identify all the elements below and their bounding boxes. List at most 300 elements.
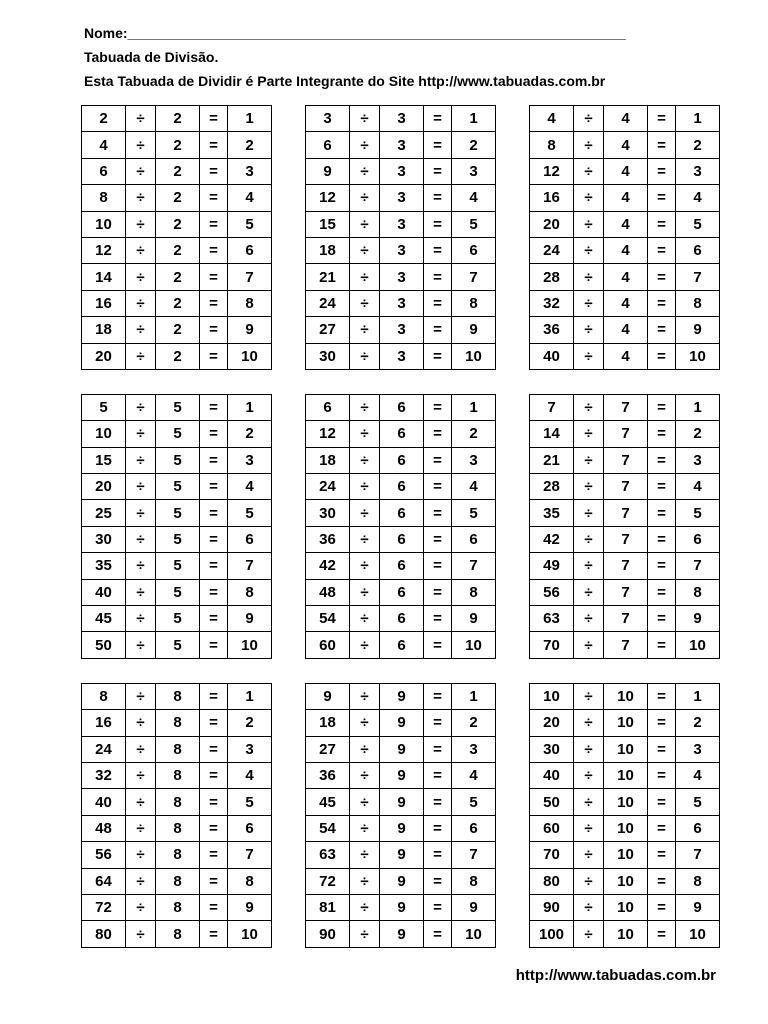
divisor-cell: 7 [604, 447, 648, 473]
table-row [306, 553, 496, 579]
divisor-cell: 9 [380, 894, 424, 920]
table-row [306, 447, 496, 473]
divide-sign: ÷ [574, 842, 604, 868]
equals-sign: = [648, 500, 676, 526]
divide-sign: ÷ [574, 553, 604, 579]
table-row [306, 921, 496, 947]
divisor-cell: 8 [156, 842, 200, 868]
table-row [82, 789, 272, 815]
dividend-cell: 100 [530, 921, 574, 947]
dividend-cell: 70 [530, 842, 574, 868]
table-row [306, 683, 496, 709]
divide-sign: ÷ [350, 317, 380, 343]
equals-sign: = [200, 474, 228, 500]
dividend-cell: 90 [306, 921, 350, 947]
dividend-cell: 63 [530, 606, 574, 632]
divisor-cell: 4 [604, 264, 648, 290]
division-table-8 [81, 683, 272, 948]
equals-sign: = [200, 894, 228, 920]
divide-sign: ÷ [574, 290, 604, 316]
dividend-cell: 45 [306, 789, 350, 815]
divide-sign: ÷ [126, 447, 156, 473]
dividend-cell: 35 [530, 500, 574, 526]
dividend-cell: 18 [306, 710, 350, 736]
divisor-cell: 7 [604, 474, 648, 500]
divisor-cell: 6 [380, 579, 424, 605]
dividend-cell: 7 [530, 394, 574, 420]
table-row [306, 606, 496, 632]
divisor-cell: 8 [156, 789, 200, 815]
divisor-cell: 5 [156, 394, 200, 420]
divide-sign: ÷ [574, 394, 604, 420]
quotient-cell: 7 [676, 553, 720, 579]
dividend-cell: 56 [530, 579, 574, 605]
division-table-6 [305, 394, 496, 659]
divisor-cell: 4 [604, 132, 648, 158]
quotient-cell: 7 [676, 842, 720, 868]
dividend-cell: 30 [82, 526, 126, 552]
divisor-cell: 8 [156, 762, 200, 788]
divide-sign: ÷ [126, 894, 156, 920]
table-row [530, 579, 720, 605]
dividend-cell: 40 [530, 762, 574, 788]
divide-sign: ÷ [126, 211, 156, 237]
divisor-cell: 9 [380, 921, 424, 947]
divide-sign: ÷ [350, 868, 380, 894]
equals-sign: = [200, 579, 228, 605]
divisor-cell: 2 [156, 106, 200, 132]
quotient-cell: 7 [452, 842, 496, 868]
divisor-cell: 10 [604, 868, 648, 894]
equals-sign: = [648, 106, 676, 132]
division-table-2 [81, 105, 272, 370]
divide-sign: ÷ [350, 894, 380, 920]
divisor-cell: 5 [156, 632, 200, 658]
equals-sign: = [648, 553, 676, 579]
quotient-cell: 7 [676, 264, 720, 290]
table-row [82, 421, 272, 447]
dividend-cell: 40 [530, 343, 574, 369]
equals-sign: = [200, 815, 228, 841]
divisor-cell: 7 [604, 421, 648, 447]
equals-sign: = [648, 894, 676, 920]
table-row [306, 290, 496, 316]
quotient-cell: 4 [676, 185, 720, 211]
divisor-cell: 6 [380, 421, 424, 447]
quotient-cell: 2 [228, 132, 272, 158]
table-row [82, 683, 272, 709]
equals-sign: = [200, 290, 228, 316]
dividend-cell: 60 [306, 632, 350, 658]
table-row [530, 683, 720, 709]
divide-sign: ÷ [126, 500, 156, 526]
table-row [530, 317, 720, 343]
quotient-cell: 1 [676, 394, 720, 420]
dividend-cell: 2 [82, 106, 126, 132]
equals-sign: = [424, 290, 452, 316]
table-row [530, 106, 720, 132]
divide-sign: ÷ [126, 158, 156, 184]
divide-sign: ÷ [574, 894, 604, 920]
divide-sign: ÷ [350, 526, 380, 552]
worksheet-subtitle: Esta Tabuada de Dividir é Parte Integrante do Site http://www.tabuadas.com.br [84, 73, 606, 89]
divide-sign: ÷ [574, 237, 604, 263]
divisor-cell: 6 [380, 500, 424, 526]
table-row [530, 185, 720, 211]
quotient-cell: 9 [452, 606, 496, 632]
divide-sign: ÷ [350, 394, 380, 420]
dividend-cell: 36 [306, 526, 350, 552]
divide-sign: ÷ [126, 106, 156, 132]
divide-sign: ÷ [126, 237, 156, 263]
divisor-cell: 10 [604, 736, 648, 762]
equals-sign: = [648, 317, 676, 343]
divisor-cell: 7 [604, 579, 648, 605]
divisor-cell: 3 [380, 106, 424, 132]
divisor-cell: 5 [156, 500, 200, 526]
divide-sign: ÷ [350, 290, 380, 316]
table-row [82, 290, 272, 316]
divide-sign: ÷ [126, 394, 156, 420]
equals-sign: = [424, 185, 452, 211]
dividend-cell: 40 [82, 789, 126, 815]
divide-sign: ÷ [350, 185, 380, 211]
quotient-cell: 1 [676, 683, 720, 709]
equals-sign: = [424, 264, 452, 290]
divide-sign: ÷ [574, 421, 604, 447]
division-tables-grid [81, 105, 719, 948]
division-table-5 [81, 394, 272, 659]
table-row [306, 815, 496, 841]
quotient-cell: 1 [228, 683, 272, 709]
dividend-cell: 20 [82, 343, 126, 369]
dividend-cell: 16 [82, 290, 126, 316]
divisor-cell: 3 [380, 290, 424, 316]
divide-sign: ÷ [350, 500, 380, 526]
table-row [82, 526, 272, 552]
table-row [306, 132, 496, 158]
equals-sign: = [424, 868, 452, 894]
equals-sign: = [648, 421, 676, 447]
divisor-cell: 6 [380, 394, 424, 420]
table-row [530, 894, 720, 920]
equals-sign: = [200, 394, 228, 420]
quotient-cell: 10 [228, 632, 272, 658]
table-row [82, 237, 272, 263]
equals-sign: = [648, 921, 676, 947]
equals-sign: = [648, 237, 676, 263]
quotient-cell: 9 [228, 894, 272, 920]
table-row [306, 264, 496, 290]
quotient-cell: 4 [676, 474, 720, 500]
divide-sign: ÷ [350, 842, 380, 868]
table-row [82, 447, 272, 473]
equals-sign: = [200, 500, 228, 526]
equals-sign: = [424, 447, 452, 473]
table-row [82, 736, 272, 762]
quotient-cell: 6 [452, 815, 496, 841]
equals-sign: = [200, 710, 228, 736]
divide-sign: ÷ [350, 579, 380, 605]
table-row [82, 185, 272, 211]
table-row [82, 894, 272, 920]
divisor-cell: 10 [604, 842, 648, 868]
table-row [530, 500, 720, 526]
quotient-cell: 2 [228, 710, 272, 736]
dividend-cell: 30 [306, 343, 350, 369]
divisor-cell: 8 [156, 868, 200, 894]
quotient-cell: 5 [452, 789, 496, 815]
dividend-cell: 21 [530, 447, 574, 473]
table-row [82, 343, 272, 369]
divide-sign: ÷ [574, 762, 604, 788]
equals-sign: = [200, 106, 228, 132]
table-row [530, 290, 720, 316]
equals-sign: = [424, 343, 452, 369]
equals-sign: = [648, 211, 676, 237]
divisor-cell: 6 [380, 553, 424, 579]
equals-sign: = [200, 632, 228, 658]
equals-sign: = [648, 632, 676, 658]
divide-sign: ÷ [574, 447, 604, 473]
dividend-cell: 28 [530, 474, 574, 500]
worksheet-title: Tabuada de Divisão. [84, 49, 219, 65]
equals-sign: = [648, 158, 676, 184]
divide-sign: ÷ [574, 106, 604, 132]
divisor-cell: 2 [156, 343, 200, 369]
equals-sign: = [200, 526, 228, 552]
equals-sign: = [648, 736, 676, 762]
divisor-cell: 2 [156, 211, 200, 237]
divisor-cell: 3 [380, 158, 424, 184]
equals-sign: = [648, 762, 676, 788]
dividend-cell: 20 [530, 710, 574, 736]
dividend-cell: 32 [530, 290, 574, 316]
divide-sign: ÷ [126, 185, 156, 211]
dividend-cell: 12 [530, 158, 574, 184]
equals-sign: = [200, 736, 228, 762]
table-row [82, 842, 272, 868]
dividend-cell: 30 [530, 736, 574, 762]
quotient-cell: 8 [228, 579, 272, 605]
divide-sign: ÷ [574, 789, 604, 815]
dividend-cell: 15 [82, 447, 126, 473]
table-row [82, 132, 272, 158]
dividend-cell: 25 [82, 500, 126, 526]
dividend-cell: 18 [82, 317, 126, 343]
division-table-9 [305, 683, 496, 948]
table-row [82, 394, 272, 420]
dividend-cell: 20 [530, 211, 574, 237]
table-row [530, 526, 720, 552]
table-row [530, 921, 720, 947]
quotient-cell: 9 [676, 606, 720, 632]
divide-sign: ÷ [126, 736, 156, 762]
quotient-cell: 2 [452, 421, 496, 447]
divide-sign: ÷ [350, 158, 380, 184]
quotient-cell: 2 [452, 710, 496, 736]
table-row [82, 317, 272, 343]
divisor-cell: 5 [156, 474, 200, 500]
table-row [82, 815, 272, 841]
quotient-cell: 6 [228, 526, 272, 552]
divide-sign: ÷ [126, 921, 156, 947]
table-row [82, 500, 272, 526]
table-row [530, 632, 720, 658]
dividend-cell: 12 [306, 185, 350, 211]
quotient-cell: 2 [676, 132, 720, 158]
dividend-cell: 21 [306, 264, 350, 290]
table-row [82, 579, 272, 605]
quotient-cell: 6 [228, 237, 272, 263]
divisor-cell: 3 [380, 132, 424, 158]
table-row [530, 343, 720, 369]
table-row [530, 815, 720, 841]
dividend-cell: 27 [306, 736, 350, 762]
table-row [530, 421, 720, 447]
quotient-cell: 7 [452, 264, 496, 290]
divide-sign: ÷ [126, 710, 156, 736]
divisor-cell: 3 [380, 237, 424, 263]
division-table-4 [529, 105, 720, 370]
quotient-cell: 4 [228, 474, 272, 500]
equals-sign: = [424, 158, 452, 184]
table-row [306, 237, 496, 263]
dividend-cell: 42 [306, 553, 350, 579]
divisor-cell: 4 [604, 290, 648, 316]
divisor-cell: 8 [156, 710, 200, 736]
divide-sign: ÷ [126, 868, 156, 894]
quotient-cell: 3 [228, 158, 272, 184]
dividend-cell: 6 [82, 158, 126, 184]
quotient-cell: 7 [228, 264, 272, 290]
quotient-cell: 4 [228, 762, 272, 788]
quotient-cell: 9 [452, 317, 496, 343]
dividend-cell: 70 [530, 632, 574, 658]
dividend-cell: 54 [306, 606, 350, 632]
equals-sign: = [424, 211, 452, 237]
dividend-cell: 72 [82, 894, 126, 920]
table-row [82, 921, 272, 947]
dividend-cell: 14 [530, 421, 574, 447]
divisor-cell: 3 [380, 211, 424, 237]
dividend-cell: 48 [306, 579, 350, 605]
equals-sign: = [424, 317, 452, 343]
divisor-cell: 10 [604, 710, 648, 736]
quotient-cell: 2 [228, 421, 272, 447]
divide-sign: ÷ [350, 237, 380, 263]
table-row [306, 526, 496, 552]
divisor-cell: 6 [380, 526, 424, 552]
dividend-cell: 9 [306, 158, 350, 184]
quotient-cell: 4 [452, 474, 496, 500]
quotient-cell: 10 [676, 921, 720, 947]
divisor-cell: 10 [604, 762, 648, 788]
quotient-cell: 10 [676, 632, 720, 658]
dividend-cell: 9 [306, 683, 350, 709]
divisor-cell: 9 [380, 683, 424, 709]
table-row [530, 789, 720, 815]
table-row [530, 264, 720, 290]
divide-sign: ÷ [574, 185, 604, 211]
divisor-cell: 7 [604, 394, 648, 420]
equals-sign: = [648, 264, 676, 290]
divide-sign: ÷ [126, 264, 156, 290]
table-row [530, 237, 720, 263]
quotient-cell: 10 [228, 921, 272, 947]
table-row [530, 842, 720, 868]
table-row [530, 394, 720, 420]
dividend-cell: 72 [306, 868, 350, 894]
quotient-cell: 9 [228, 317, 272, 343]
dividend-cell: 10 [82, 211, 126, 237]
footer-url: http://www.tabuadas.com.br [515, 967, 716, 984]
divisor-cell: 4 [604, 158, 648, 184]
quotient-cell: 9 [228, 606, 272, 632]
divide-sign: ÷ [574, 736, 604, 762]
dividend-cell: 18 [306, 237, 350, 263]
divisor-cell: 6 [380, 474, 424, 500]
quotient-cell: 8 [228, 868, 272, 894]
divide-sign: ÷ [574, 264, 604, 290]
equals-sign: = [200, 132, 228, 158]
dividend-cell: 45 [82, 606, 126, 632]
dividend-cell: 8 [530, 132, 574, 158]
dividend-cell: 48 [82, 815, 126, 841]
dividend-cell: 36 [530, 317, 574, 343]
table-row [530, 447, 720, 473]
divisor-cell: 5 [156, 447, 200, 473]
equals-sign: = [648, 683, 676, 709]
divisor-cell: 4 [604, 185, 648, 211]
quotient-cell: 10 [452, 921, 496, 947]
divisor-cell: 8 [156, 683, 200, 709]
equals-sign: = [424, 474, 452, 500]
dividend-cell: 80 [530, 868, 574, 894]
divide-sign: ÷ [350, 553, 380, 579]
equals-sign: = [200, 264, 228, 290]
equals-sign: = [424, 683, 452, 709]
equals-sign: = [200, 158, 228, 184]
divisor-cell: 8 [156, 894, 200, 920]
table-row [530, 553, 720, 579]
dividend-cell: 4 [530, 106, 574, 132]
divide-sign: ÷ [350, 447, 380, 473]
divisor-cell: 9 [380, 815, 424, 841]
dividend-cell: 42 [530, 526, 574, 552]
divide-sign: ÷ [350, 815, 380, 841]
divide-sign: ÷ [350, 606, 380, 632]
equals-sign: = [424, 394, 452, 420]
equals-sign: = [424, 894, 452, 920]
divide-sign: ÷ [126, 606, 156, 632]
divisor-cell: 10 [604, 815, 648, 841]
quotient-cell: 1 [452, 106, 496, 132]
quotient-cell: 8 [676, 868, 720, 894]
equals-sign: = [424, 815, 452, 841]
table-row [82, 710, 272, 736]
equals-sign: = [424, 842, 452, 868]
table-row [306, 579, 496, 605]
divide-sign: ÷ [126, 789, 156, 815]
equals-sign: = [200, 789, 228, 815]
divide-sign: ÷ [126, 290, 156, 316]
table-row [306, 158, 496, 184]
name-field-label: Nome:________________________________________________________________ [84, 25, 626, 41]
table-row [306, 868, 496, 894]
divide-sign: ÷ [126, 343, 156, 369]
quotient-cell: 4 [452, 762, 496, 788]
